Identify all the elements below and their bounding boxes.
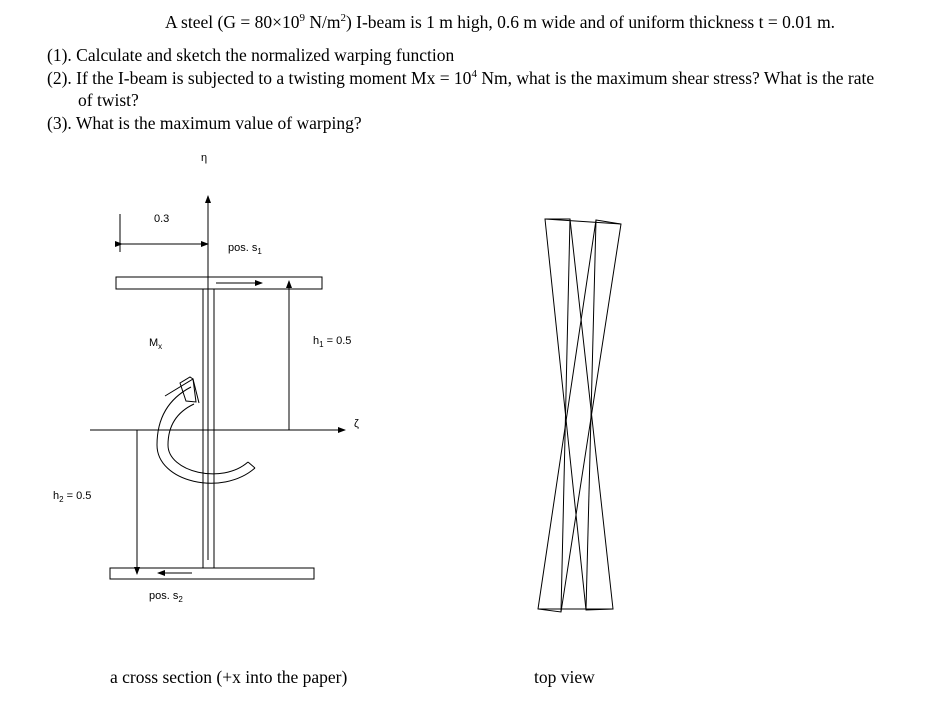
problem-intro: A steel ($G = 80\times 10^9$ $N/m^2$) I-beam is 1 m high, 0.6 m wide and of uniform thickness t = 0.01 m. <box>165 12 836 32</box>
h1-label: $h_1 = 0.5$ <box>313 335 352 350</box>
question-1: (1). Calculate and sketch the normalized warping function <box>47 45 455 65</box>
pos-s2-label: pos. $s_2$ <box>149 590 183 605</box>
question-2: (2). If the I-beam is subjected to a twisting moment $Mx = 10^4$ Nm, what is the maximum shear stress? What is the rate <box>47 68 875 88</box>
question-2-continued: of twist? <box>78 90 139 110</box>
question-3: (3). What is the maximum value of warping? <box>47 113 362 133</box>
twisting-moment-arrow <box>157 387 255 483</box>
half-width-label: 0.3 <box>154 213 170 225</box>
zeta-label: ζ <box>354 418 359 430</box>
top-view-sketch <box>538 219 621 612</box>
moment-label: $M_x$ <box>149 337 163 352</box>
eta-label: η <box>201 152 208 164</box>
bottom-flange <box>110 568 314 579</box>
top-view-caption: top view <box>534 667 595 687</box>
cross-section-caption: a cross section (+x into the paper) <box>110 667 348 687</box>
h2-label: $h_2 = 0.5$ <box>53 490 92 505</box>
pos-s1-label: pos. $s_1$ <box>228 242 262 257</box>
